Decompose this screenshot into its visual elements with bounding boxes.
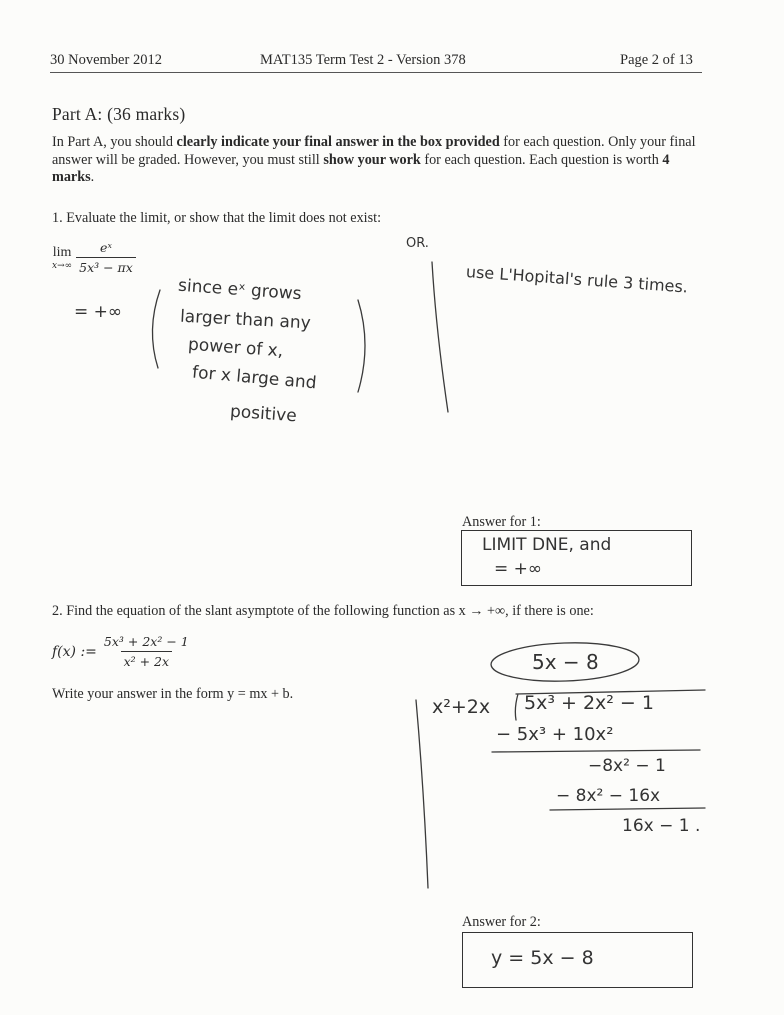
q1-numerator: eˣ <box>100 240 112 255</box>
q2-quotient-circle <box>490 640 639 683</box>
q1-answer-line-1: LIMIT DNE, and <box>482 535 612 555</box>
q2-prompt: 2. Find the equation of the slant asymptote of the following function as x → +∞, if there is one: <box>52 603 594 619</box>
q1-left-paren <box>152 290 160 368</box>
q1-work-reason-4: for x large and <box>191 362 318 394</box>
q2-answer-value: y = 5x − 8 <box>491 947 594 969</box>
q1-work-reason-2: larger than any <box>179 306 312 334</box>
q2-denominator: x² + 2x <box>121 651 172 669</box>
header-title: MAT135 Term Test 2 - Version 378 <box>260 52 466 68</box>
part-intro: In Part A, you should clearly indicate your final answer in the box provided for each question. Only your final answer will be graded. However, you must still show your work for each question. Each question is worth 4 marks. <box>52 134 696 185</box>
q1-work-reason-5: positive <box>229 401 298 427</box>
q1-divider-line <box>432 262 448 412</box>
q2-step3-underline <box>550 808 705 810</box>
q1-prompt: 1. Evaluate the limit, or show that the limit does not exist: <box>52 210 382 226</box>
q1-answer-label: Answer for 1: <box>462 514 541 530</box>
header-date: 30 November 2012 <box>50 52 162 68</box>
q2-left-vertical-line <box>416 700 428 888</box>
q2-work-step1: − 5x³ + 10x² <box>496 724 614 745</box>
q2-fx: f(x) := <box>52 643 97 660</box>
q2-work-divisor: x²+2x <box>432 696 491 718</box>
q2-numerator: 5x³ + 2x² − 1 <box>103 634 189 649</box>
q2-work-step3: − 8x² − 16x <box>556 786 661 806</box>
part-title: Part A: (36 marks) <box>52 104 186 124</box>
q1-right-paren <box>358 300 365 392</box>
q1-answer-line-2: = +∞ <box>494 559 543 579</box>
q2-instruction: Write your answer in the form y = mx + b. <box>52 686 294 702</box>
q2-division-bracket <box>515 690 705 720</box>
q2-work-remainder: 16x − 1 . <box>622 816 701 836</box>
q1-lim-sub: x→∞ <box>52 260 73 271</box>
q1-work-reason-3: power of x, <box>187 334 284 362</box>
header-page: Page 2 of 13 <box>620 52 693 68</box>
q2-work-step2: −8x² − 1 <box>588 756 666 776</box>
q2-work-quotient: 5x − 8 <box>532 650 599 674</box>
q1-work-or: OR. <box>406 236 429 251</box>
q1-work-reason-1: since eˣ grows <box>177 275 303 305</box>
q2-work-dividend: 5x³ + 2x² − 1 <box>524 692 654 714</box>
q2-answer-label: Answer for 2: <box>462 914 541 930</box>
q1-work-eq: = +∞ <box>74 302 123 322</box>
q1-work-alt: use L'Hopital's rule 3 times. <box>465 262 689 297</box>
q1-denominator: 5x³ − πx <box>76 257 136 275</box>
q1-lim: lim <box>52 244 72 260</box>
q2-step1-underline <box>492 750 700 752</box>
